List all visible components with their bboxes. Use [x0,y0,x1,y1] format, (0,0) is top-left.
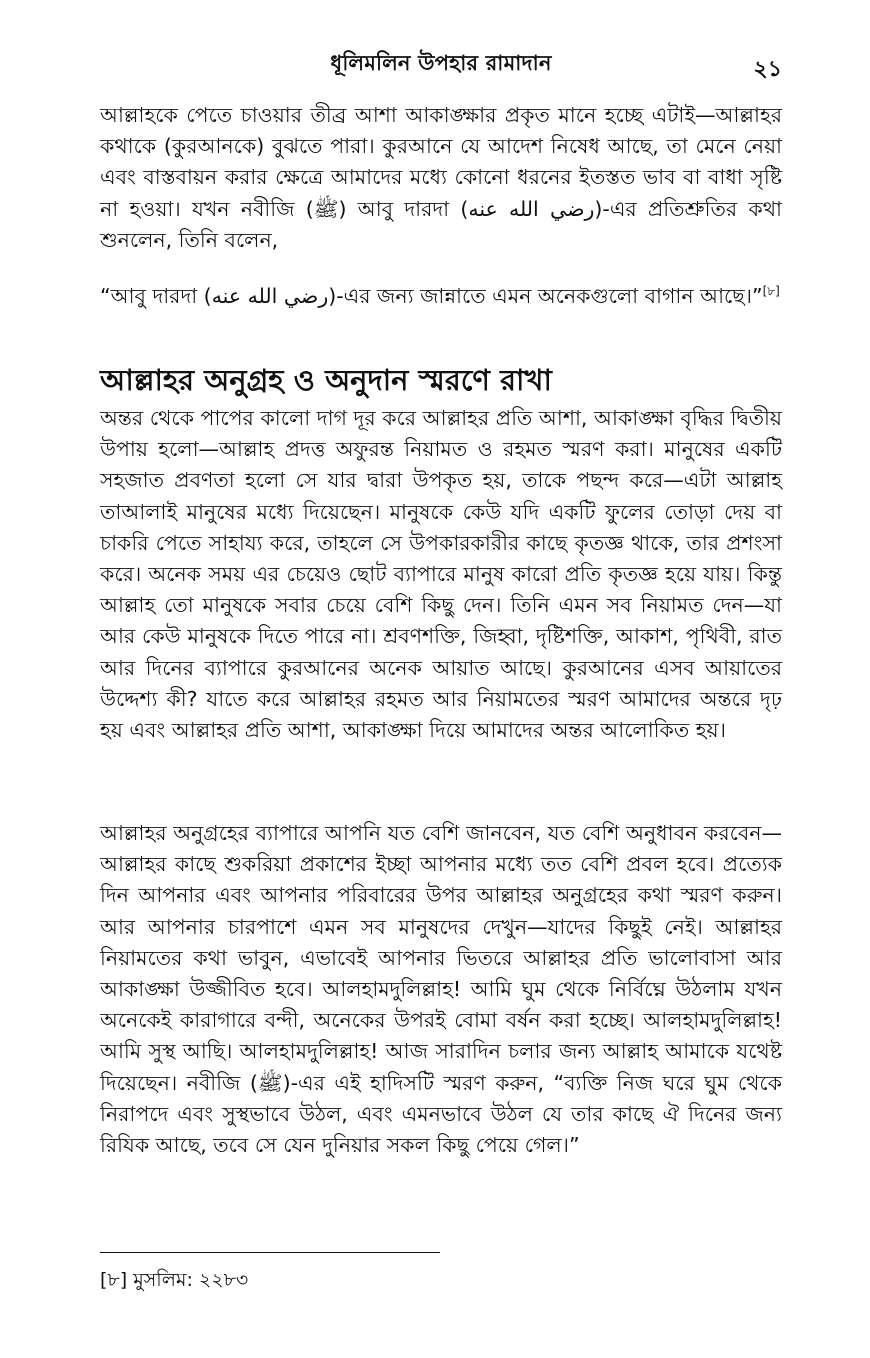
section-paragraph-1: অন্তর থেকে পাপের কালো দাগ দূর করে আল্লাহর প্রতি আশা, আকাঙ্ক্ষা বৃদ্ধির দ্বিতীয় উপায় হলো—আল্লাহ প্রদত্ত অফুরন্ত নিয়ামত ও রহমত স্মরণ করা। মানুষের একটি সহজাত প্রবণতা হলো সে যার দ্বারা উপকৃত হয়, তাকে পছন্দ করে—এটা আল্লাহ তাআলাই মানুষের মধ্যে দিয়েছেন। মানুষকে কেউ যদি একটি ফুলের তোড়া দেয় বা চাকরি পেতে সাহায্য করে, তাহলে সে উপকারকারীর কাছে কৃতজ্ঞ থাকে, তার প্রশংসা করে। অনেক সময় এর চেয়েও ছোট ব্যাপারে মানুষ কারো প্রতি কৃতজ্ঞ হয়ে যায়। কিন্তু আল্লাহ তো মানুষকে সবার চেয়ে বেশি কিছু দেন। তিনি এমন সব নিয়ামত দেন—যা আর কেউ মানুষকে দিতে পারে না। শ্রবণশক্তি, জিহ্বা, দৃষ্টিশক্তি, আকাশ, পৃথিবী, রাত আর দিনের ব্যাপারে কুরআনের অনেক আয়াত আছে। কুরআনের এসব আয়াতের উদ্দেশ্য কী? যাতে করে আল্লাহর রহমত আর নিয়ামতের স্মরণ আমাদের অন্তরে দৃঢ় হয় এবং আল্লাহর প্রতি আশা, আকাঙ্ক্ষা দিয়ে আমাদের অন্তর আলোকিত হয়। [100,406,782,743]
footnote-divider [100,1252,440,1253]
running-header [100,44,782,84]
footnote: [৮] মুসলিম: ২২৮৩ [100,1269,249,1291]
page-number: ২১ [753,57,782,82]
hadith-quote [100,281,782,312]
intro-paragraph: আল্লাহকে পেতে চাওয়ার তীব্র আশা আকাঙ্ক্ষার প্রকৃত মানে হচ্ছে এটাই—আল্লাহর কথাকে (কুরআনকে) বুঝতে পারা। কুরআনে যে আদেশ নিষেধ আছে, তা মেনে নেয়া এবং বাস্তবায়ন করার ক্ষেত্রে আমাদের মধ্যে কোনো ধরনের ইতস্তত ভাব বা বাধা সৃষ্টি না হওয়া। যখন নবীজি (ﷺ) আবু দারদা (رضي الله عنه)-এর প্রতিশ্রুতির কথা শুনলেন, তিনি বলেন, [100,103,782,252]
section-paragraph-2: আল্লাহর অনুগ্রহের ব্যাপারে আপনি যত বেশি জানবেন, যত বেশি অনুধাবন করবেন—আল্লাহর কাছে শুকরিয়া প্রকাশের ইচ্ছা আপনার মধ্যে তত বেশি প্রবল হবে। প্রত্যেক দিন আপনার এবং আপনার পরিবারের উপর আল্লাহর অনুগ্রহের কথা স্মরণ করুন। আর আপনার চারপাশে এমন সব মানুষদের দেখুন—যাদের কিছুই নেই। আল্লাহর নিয়ামতের কথা ভাবুন, এভাবেই আপনার ভিতরে আল্লাহর প্রতি ভালোবাসা আর আকাঙ্ক্ষা উজ্জীবিত হবে। আলহামদুলিল্লাহ! আমি ঘুম থেকে নির্বিঘ্নে উঠলাম যখন অনেকেই কারাগারে বন্দী, অনেকের উপরই বোমা বর্ষন করা হচ্ছে। আলহামদুলিল্লাহ! আমি সুস্থ আছি। আলহামদুলিল্লাহ! আজ সারাদিন চলার জন্য আল্লাহ আমাকে যথেষ্ট দিয়েছেন। নবীজি (ﷺ)-এর এই হাদিসটি স্মরণ করুন, “ব্যক্তি নিজ ঘরে ঘুম থেকে নিরাপদে এবং সুস্থভাবে উঠল, এবং এমনভাবে উঠল যে তার কাছে ঐ দিনের জন্য রিযিক আছে, তবে সে যেন দুনিয়ার সকল কিছু পেয়ে গেল।” [100,821,783,1158]
quote-text: “আবু দারদা (رضي الله عنه)-এর জন্য জান্নাতে এমন অনেকগুলো বাগান আছে।” [100,284,763,308]
book-title: ধূলিমলিন উপহার রামাদান [330,50,552,75]
footnote-reference[interactable]: [৮] [762,284,780,299]
section-heading: আল্লাহর অনুগ্রহ ও অনুদান স্মরণে রাখা [100,363,552,397]
